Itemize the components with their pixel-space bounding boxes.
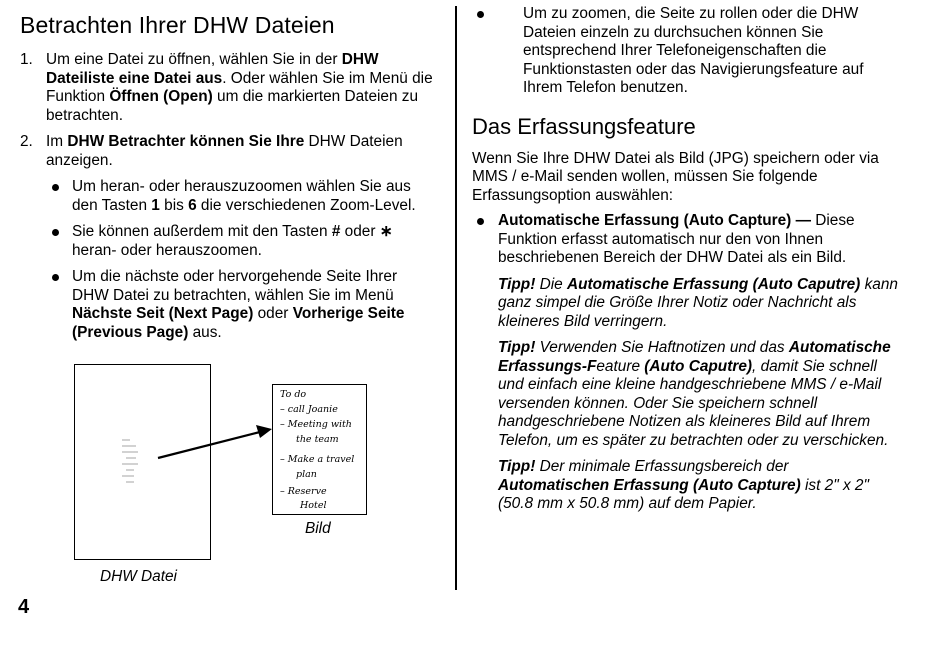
- bold-text: DHW Dateiliste eine Datei aus: [46, 51, 379, 87]
- note-line: the team: [296, 434, 339, 445]
- capture-intro: Wenn Sie Ihre DHW Datei als Bild (JPG) speichern oder via MMS / e-Mail senden wollen, müssen Sie folgende Erfassungsoption auswählen:: [472, 149, 879, 204]
- bold-text: (Auto Caputre): [644, 357, 753, 375]
- capture-options-list: [472, 212, 902, 268]
- right-column: [472, 5, 902, 522]
- text: oder: [253, 305, 293, 322]
- note-line: – Reserve: [280, 486, 327, 497]
- step-2: [20, 133, 438, 342]
- tip-2: [472, 339, 902, 450]
- text: Um die nächste oder hervorgehende Seite Ihrer DHW Datei zu betrachten, wählen Sie im Menü: [72, 268, 398, 304]
- bullet-zoom-keys: [46, 178, 438, 215]
- section-heading-view: Betrachten Ihrer DHW Dateien: [20, 12, 335, 38]
- text: kann ganz simpel die Größe Ihrer Notiz oder Nachricht als kleineres Bild verringern.: [498, 275, 898, 330]
- caption-dhw-file: DHW Datei: [100, 568, 177, 585]
- note-line: plan: [296, 469, 317, 480]
- page-number: 4: [18, 596, 30, 618]
- text: oder: [340, 223, 380, 240]
- note-line: – Meeting with: [280, 419, 352, 430]
- bullet-next-prev-page: [46, 268, 438, 342]
- tip-label: Tipp!: [498, 339, 536, 356]
- step-number: 2.: [20, 133, 33, 150]
- text: Der minimale Erfassungsbereich der: [535, 458, 789, 475]
- text: DHW Dateien anzeigen.: [46, 133, 403, 169]
- step-number: 1.: [20, 51, 33, 68]
- bold-text: Automatischen Erfassung (Auto Capture): [498, 476, 801, 494]
- left-column: [20, 12, 438, 350]
- tip-label: Tipp!: [498, 458, 536, 475]
- zoom-bullet-list: [46, 178, 438, 342]
- bold-text: ∗: [379, 223, 393, 240]
- text: . Oder wählen Sie im Menü die Funktion: [46, 69, 433, 105]
- text: Um eine Datei zu öffnen, wählen Sie in der: [46, 51, 342, 68]
- text: aus.: [188, 323, 222, 341]
- bold-text: Automatische Erfassungs-F: [498, 339, 891, 375]
- tip-3: [472, 458, 902, 514]
- tip-label: Tipp!: [498, 275, 536, 293]
- tip-1: [472, 276, 902, 332]
- step-1: [20, 51, 438, 125]
- text: Im: [46, 133, 68, 150]
- text: bis: [159, 196, 189, 214]
- steps-list: [20, 51, 438, 342]
- note-line: – Make a travel: [280, 454, 355, 465]
- text: Verwenden Sie Haftnotizen und das: [535, 339, 789, 356]
- caption-image: Bild: [305, 520, 331, 537]
- column-divider: [455, 6, 457, 590]
- capture-illustration: [74, 364, 404, 594]
- dhw-file-page: [75, 365, 211, 560]
- text: Diese Funktion erfasst automatisch nur den von Ihnen beschriebenen Bereich der DHW Datei als ein Bild.: [498, 212, 855, 266]
- text: ist 2" x 2" (50.8 mm x 50.8 mm) auf dem Papier.: [498, 476, 869, 512]
- text: Um heran- oder herauszuzoomen wählen Sie aus den Tasten: [72, 178, 411, 214]
- bold-text: DHW Betrachter können Sie Ihre: [67, 133, 305, 150]
- bold-text: Öffnen (Open): [109, 88, 213, 105]
- bullet-hash-star: [46, 223, 438, 260]
- bold-text: Vorherige Seite (Previous Page): [72, 305, 405, 341]
- bold-text: 6: [188, 196, 197, 214]
- bold-text: Automatische Erfassung (Auto Capture) —: [498, 212, 811, 229]
- right-top-list: [472, 5, 902, 98]
- text: heran- oder herauszoomen.: [72, 241, 262, 259]
- text: um die markierten Dateien zu betrachten.: [46, 88, 419, 124]
- text: die verschiedenen Zoom-Level.: [196, 196, 416, 214]
- text: Sie können außerdem mit den Tasten: [72, 223, 332, 240]
- note-line: Hotel: [300, 500, 327, 511]
- text: eature: [596, 357, 645, 375]
- text: , damit Sie schnell und einfach eine kleine handgeschriebene MMS / e-Mail versenden können. Oder Sie speichern schnell handgeschriebene Notizen als kleineres Bild auf Ihrem Telefon, um es später zu betrachten oder zu verschicken.: [498, 357, 889, 449]
- note-line: To do: [280, 389, 307, 400]
- note-line: – call Joanie: [280, 404, 338, 415]
- section-heading-capture: Das Erfassungsfeature: [472, 113, 696, 139]
- arrow-head-icon: [256, 425, 272, 438]
- bold-text: Nächste Seit (Next Page): [72, 305, 254, 322]
- text: Die: [535, 275, 567, 293]
- bullet-navigation: Um zu zoomen, die Seite zu rollen oder die DHW Dateien einzeln zu durchsuchen können Sie entsprechend Ihrer Telefoneigenschaften die Funktionstasten oder das Navigierungsfeature auf Ihrem Telefon benutzen.: [472, 5, 902, 98]
- bold-text: 1: [151, 196, 160, 214]
- bold-text: #: [331, 223, 341, 240]
- bullet-auto-capture: [472, 212, 902, 268]
- bold-text: Automatische Erfassung (Auto Caputre): [566, 275, 861, 293]
